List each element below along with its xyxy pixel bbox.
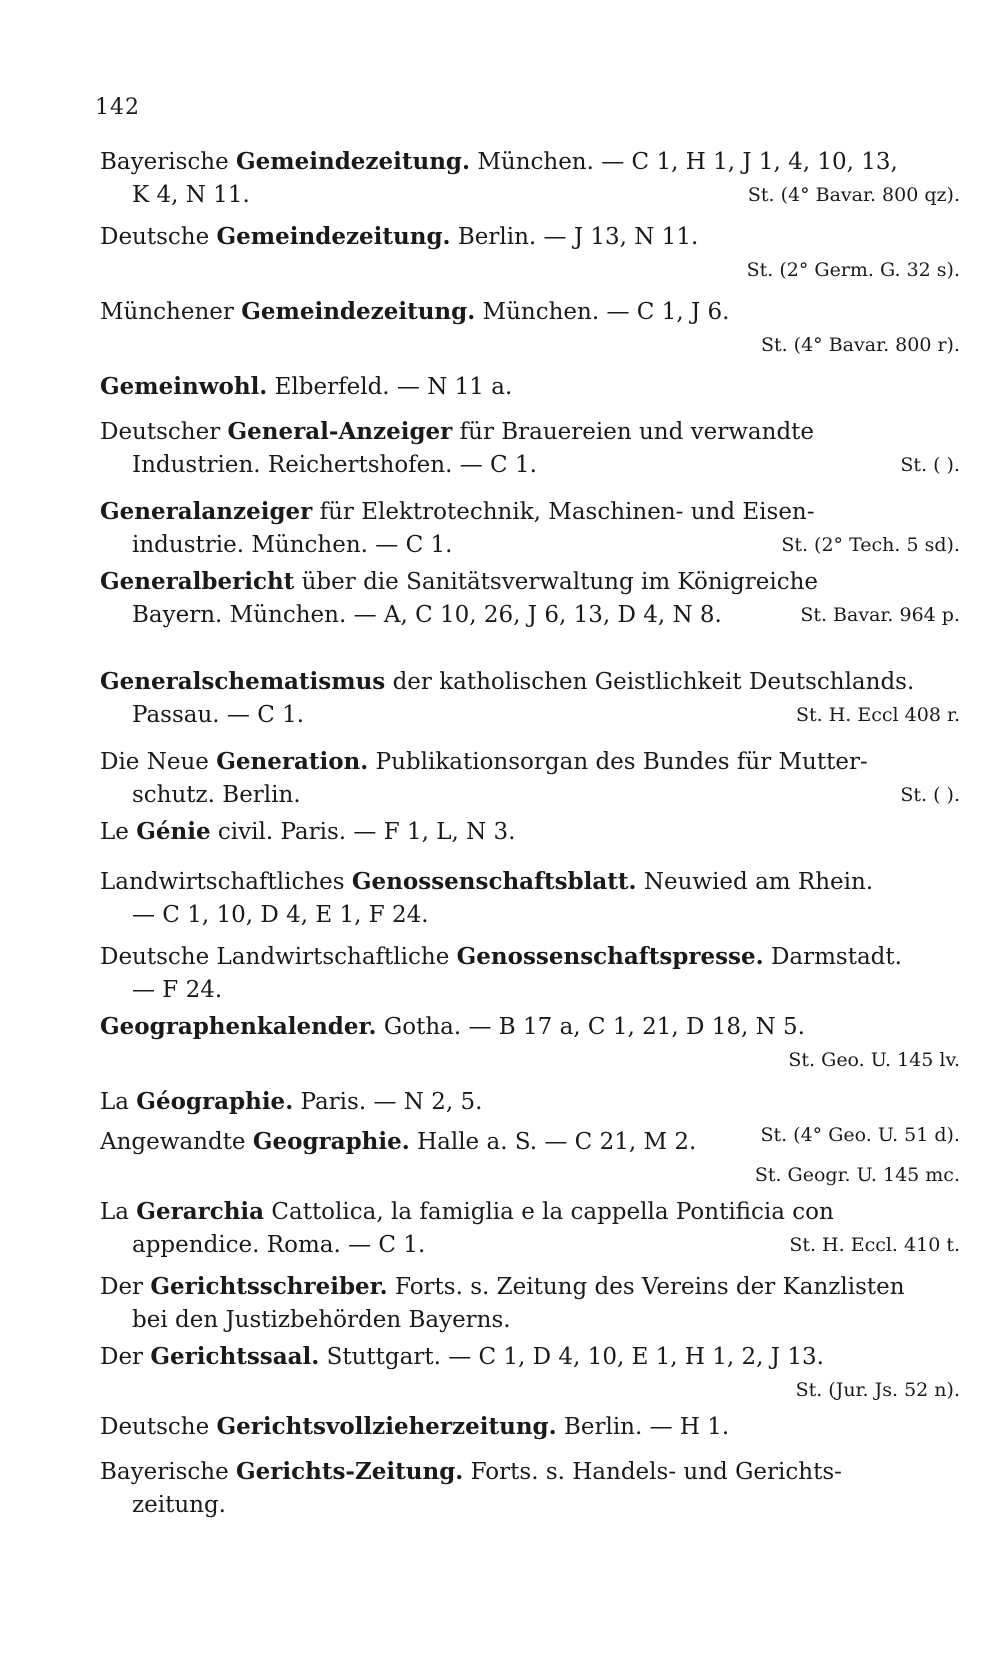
- entry-details: für Elektrotechnik, Maschinen- und Eisen-: [312, 499, 815, 525]
- bibliography-entry: [100, 370, 960, 404]
- entry-prefix: La: [100, 1199, 137, 1225]
- shelfmark: St. H. Eccl. 410 t.: [789, 1234, 960, 1256]
- entry-keyword: Gerarchia: [136, 1198, 265, 1225]
- entry-continuation: — C 1, 10, D 4, E 1, F 24.: [132, 902, 429, 928]
- entry-continuation: zeitung.: [132, 1492, 226, 1518]
- bibliography-entry: [100, 940, 960, 1007]
- entry-continuation: schutz. Berlin.: [132, 782, 301, 808]
- entry-first-line: [100, 1010, 960, 1044]
- entry-continuation: bei den Justizbehörden Bayerns.: [132, 1307, 511, 1333]
- entry-details: Cattolica, la famiglia e la cappella Pontificia con: [264, 1199, 834, 1225]
- bibliography-entry: [100, 1410, 960, 1444]
- entry-details: Publikationsorgan des Bundes für Mutter-: [368, 749, 868, 775]
- entry-keyword: Geographie.: [252, 1128, 410, 1155]
- entry-keyword: Gerichts-Zeitung.: [236, 1458, 464, 1485]
- entry-details: München. — C 1, H 1, J 1, 4, 10, 13,: [470, 149, 898, 175]
- entry-keyword: Genossenschaftspresse.: [456, 943, 764, 970]
- entry-first-line: [100, 745, 960, 779]
- entry-first-line: [100, 665, 960, 699]
- entry-first-line: [100, 1125, 960, 1159]
- entry-first-line: [100, 1195, 960, 1229]
- entry-details: Halle a. S. — C 21, M 2.: [409, 1129, 697, 1155]
- entry-details: Berlin. — H 1.: [556, 1414, 730, 1440]
- shelfmark: St. Bavar. 964 p.: [800, 604, 960, 626]
- entry-keyword: Generalschematismus: [100, 668, 386, 695]
- entry-prefix: Der: [100, 1344, 151, 1370]
- entry-first-line: [100, 145, 960, 179]
- shelfmark: St. ( ).: [900, 784, 960, 806]
- entry-keyword: Genossenschaftsblatt.: [351, 868, 637, 895]
- entry-continuation: Industrien. Reichertshofen. — C 1.: [132, 452, 537, 478]
- entry-keyword: Gemeindezeitung.: [241, 298, 476, 325]
- bibliography-entry: [100, 495, 960, 562]
- entry-prefix: Deutsche: [100, 224, 217, 250]
- entry-keyword: Génie: [136, 818, 211, 845]
- entry-prefix: Angewandte: [100, 1129, 253, 1155]
- entry-prefix: Le: [100, 819, 137, 845]
- entry-prefix: Die Neue: [100, 749, 217, 775]
- entry-prefix: Der: [100, 1274, 151, 1300]
- shelfmark: St. (Jur. Js. 52 n).: [795, 1379, 960, 1401]
- entry-continuation: Passau. — C 1.: [132, 702, 305, 728]
- shelfmark: St. H. Eccl 408 r.: [796, 704, 960, 726]
- bibliography-entry: [100, 220, 960, 287]
- entry-prefix: Deutsche: [100, 1414, 217, 1440]
- bibliography-entry: [100, 1270, 960, 1337]
- entry-prefix: Münchener: [100, 299, 242, 325]
- bibliography-entry: [100, 745, 960, 812]
- entry-details: München. — C 1, J 6.: [475, 299, 730, 325]
- entry-details: Neuwied am Rhein.: [636, 869, 874, 895]
- entry-details: Paris. — N 2, 5.: [293, 1089, 483, 1115]
- entry-details: Forts. s. Handels- und Gerichts-: [463, 1459, 842, 1485]
- entry-keyword: Generalbericht: [100, 568, 295, 595]
- entry-first-line: [100, 220, 960, 254]
- entry-continuation: K 4, N 11.: [132, 182, 250, 208]
- entry-details: für Brauereien und verwandte: [452, 419, 815, 445]
- entry-keyword: General-Anzeiger: [227, 418, 453, 445]
- entry-continuation: — F 24.: [132, 977, 223, 1003]
- shelfmark: St. ( ).: [900, 454, 960, 476]
- bibliography-entry: [100, 815, 960, 849]
- entry-keyword: Generalanzeiger: [100, 498, 313, 525]
- entry-details: Elberfeld. — N 11 a.: [267, 374, 513, 400]
- entry-keyword: Gemeindezeitung.: [236, 148, 471, 175]
- entry-keyword: Gemeindezeitung.: [216, 223, 451, 250]
- entry-first-line: [100, 295, 960, 329]
- entry-first-line: [100, 1085, 960, 1119]
- entry-first-line: [100, 415, 960, 449]
- bibliography-entry: [100, 1455, 960, 1522]
- entry-prefix: Bayerische: [100, 149, 236, 175]
- bibliography-entry: [100, 415, 960, 482]
- entry-keyword: Gemeinwohl.: [100, 373, 268, 400]
- shelfmark: St. (4° Bavar. 800 r).: [760, 334, 960, 356]
- shelfmark: St. (4° Geo. U. 51 d).: [760, 1124, 960, 1146]
- bibliography-entry: [100, 1125, 960, 1192]
- shelfmark: St. (2° Tech. 5 sd).: [781, 534, 960, 556]
- entry-first-line: [100, 1340, 960, 1374]
- entry-keyword: Gerichtsschreiber.: [150, 1273, 388, 1300]
- entry-first-line: [100, 1270, 960, 1304]
- entry-details: Gotha. — B 17 a, C 1, 21, D 18, N 5.: [376, 1014, 805, 1040]
- entry-details: Berlin. — J 13, N 11.: [450, 224, 699, 250]
- entry-details: civil. Paris. — F 1, L, N 3.: [210, 819, 516, 845]
- bibliography-entry: [100, 1195, 960, 1262]
- shelfmark: St. (2° Germ. G. 32 s).: [746, 259, 960, 281]
- bibliography-entry: [100, 1010, 960, 1077]
- entry-details: Stuttgart. — C 1, D 4, 10, E 1, H 1, 2, J 13.: [319, 1344, 824, 1370]
- entry-keyword: Gerichtssaal.: [150, 1343, 320, 1370]
- entry-keyword: Geographenkalender.: [100, 1013, 377, 1040]
- entry-keyword: Gerichtsvollzieherzeitung.: [216, 1413, 557, 1440]
- entry-first-line: [100, 865, 960, 899]
- entry-prefix: Deutsche Landwirtschaftliche: [100, 944, 457, 970]
- entry-first-line: [100, 940, 960, 974]
- entry-first-line: [100, 815, 960, 849]
- entry-continuation: industrie. München. — C 1.: [132, 532, 453, 558]
- entry-first-line: [100, 495, 960, 529]
- bibliography-entry: [100, 145, 960, 212]
- entry-first-line: [100, 370, 960, 404]
- entry-first-line: [100, 1410, 960, 1444]
- bibliography-entry: [100, 1340, 960, 1407]
- entry-prefix: Deutscher: [100, 419, 228, 445]
- entry-keyword: Géographie.: [136, 1088, 294, 1115]
- bibliography-entry: [100, 665, 960, 732]
- entry-first-line: [100, 565, 960, 599]
- entry-details: der katholischen Geistlichkeit Deutschlands.: [385, 669, 915, 695]
- entry-details: Darmstadt.: [763, 944, 902, 970]
- entry-prefix: Landwirtschaftliches: [100, 869, 352, 895]
- page-number: 142: [95, 95, 140, 120]
- entry-prefix: Bayerische: [100, 1459, 236, 1485]
- bibliography-entry: [100, 565, 960, 632]
- entry-continuation: Bayern. München. — A, C 10, 26, J 6, 13, D 4, N 8.: [132, 602, 722, 628]
- shelfmark: St. (4° Bavar. 800 qz).: [747, 184, 960, 206]
- bibliography-entry: [100, 295, 960, 362]
- shelfmark: St. Geogr. U. 145 mc.: [754, 1164, 960, 1186]
- entry-keyword: Generation.: [216, 748, 369, 775]
- entry-prefix: La: [100, 1089, 137, 1115]
- shelfmark: St. Geo. U. 145 lv.: [788, 1049, 960, 1071]
- entry-details: Forts. s. Zeitung des Vereins der Kanzlisten: [387, 1274, 905, 1300]
- entry-continuation: appendice. Roma. — C 1.: [132, 1232, 426, 1258]
- bibliography-entry: [100, 865, 960, 932]
- entry-details: über die Sanitätsverwaltung im Königreiche: [294, 569, 819, 595]
- entry-first-line: [100, 1455, 960, 1489]
